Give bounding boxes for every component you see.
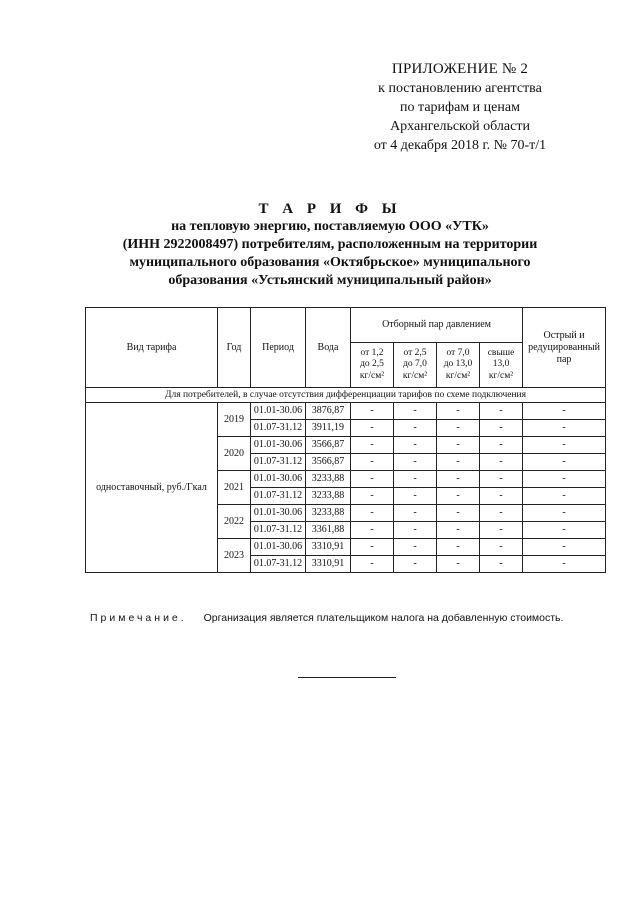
water-tariff-cell: 3876,87 [306,403,351,420]
empty-tariff-cell: - [351,420,394,437]
empty-tariff-cell: - [480,420,523,437]
pressure-label-part: от 1,2 [360,347,384,358]
empty-tariff-cell: - [437,471,480,488]
period-cell: 01.07-31.12 [251,420,306,437]
empty-tariff-cell: - [523,420,606,437]
period-cell: 01.01-30.06 [251,539,306,556]
empty-tariff-cell: - [394,556,437,573]
year-cell: 2023 [218,539,251,573]
pressure-label-part: до 13,0 [443,359,473,370]
year-cell: 2019 [218,403,251,437]
empty-tariff-cell: - [523,539,606,556]
pressure-label-part: свыше [487,347,515,358]
period-cell: 01.01-30.06 [251,437,306,454]
appendix-number: ПРИЛОЖЕНИЕ № 2 [391,61,529,77]
empty-tariff-cell: - [394,437,437,454]
water-tariff-cell: 3310,91 [306,556,351,573]
title-line: на тепловую энергию, поставляемую ООО «УТК» [171,219,489,234]
table-row [86,403,606,420]
year-cell: 2020 [218,437,251,471]
pressure-label-part: кг/см² [402,370,428,381]
empty-tariff-cell: - [480,471,523,488]
empty-tariff-cell: - [394,420,437,437]
empty-tariff-cell: - [437,505,480,522]
title-line: муниципального образования «Октябрьское» муниципального [129,255,531,270]
empty-tariff-cell: - [480,556,523,573]
empty-tariff-cell: - [351,471,394,488]
period-cell: 01.01-30.06 [251,471,306,488]
period-cell: 01.07-31.12 [251,556,306,573]
footnote-text: Организация является плательщиком налога на добавленную стоимость. [203,612,564,624]
pressure-label-part: кг/см² [359,370,385,381]
year-cell: 2021 [218,471,251,505]
empty-tariff-cell: - [523,437,606,454]
header-year: Год [218,308,251,388]
header-pressure-4 [480,343,523,388]
title-line: образования «Устьянский муниципальный район» [168,273,492,288]
appendix-block [330,60,590,155]
empty-tariff-cell: - [351,488,394,505]
empty-tariff-cell: - [523,488,606,505]
empty-tariff-cell: - [437,556,480,573]
empty-tariff-cell: - [394,403,437,420]
appendix-line: к постановлению агентства [378,81,542,96]
appendix-line: Архангельской области [390,119,530,134]
pressure-label-part: кг/см² [488,370,514,381]
header-pressure-2 [394,343,437,388]
empty-tariff-cell: - [523,403,606,420]
water-tariff-cell: 3911,19 [306,420,351,437]
empty-tariff-cell: - [437,488,480,505]
empty-tariff-cell: - [437,403,480,420]
empty-tariff-cell: - [437,437,480,454]
header-selected-steam: Отборный пар давлением [351,308,523,343]
period-cell: 01.01-30.06 [251,505,306,522]
header-pressure-3 [437,343,480,388]
water-tariff-cell: 3233,88 [306,505,351,522]
tariff-kind-cell: одноставочный, руб./Гкал [86,403,218,573]
pressure-label-part: кг/см² [445,370,471,381]
empty-tariff-cell: - [351,403,394,420]
signature-line [298,677,396,678]
document-title [70,200,590,290]
header-tariff-kind: Вид тарифа [86,308,218,388]
appendix-line: по тарифам и ценам [400,100,520,115]
empty-tariff-cell: - [480,437,523,454]
year-cell: 2022 [218,505,251,539]
water-tariff-cell: 3566,87 [306,437,351,454]
empty-tariff-cell: - [394,522,437,539]
header-period: Период [251,308,306,388]
header-pressure-1 [351,343,394,388]
period-cell: 01.07-31.12 [251,454,306,471]
empty-tariff-cell: - [480,539,523,556]
appendix-date: от 4 декабря 2018 г. № 70-т/1 [373,138,547,153]
water-tariff-cell: 3233,88 [306,471,351,488]
empty-tariff-cell: - [437,522,480,539]
section-note: Для потребителей, в случае отсутствия дифференциации тарифов по схеме подключения [86,388,606,403]
empty-tariff-cell: - [394,471,437,488]
title-line: (ИНН 2922008497) потребителям, расположенным на территории [122,237,538,252]
header-water: Вода [306,308,351,388]
pressure-label-part: от 7,0 [446,347,470,358]
footnote [90,612,610,624]
empty-tariff-cell: - [523,505,606,522]
empty-tariff-cell: - [523,522,606,539]
empty-tariff-cell: - [351,437,394,454]
water-tariff-cell: 3566,87 [306,454,351,471]
empty-tariff-cell: - [480,488,523,505]
empty-tariff-cell: - [523,556,606,573]
empty-tariff-cell: - [480,454,523,471]
empty-tariff-cell: - [394,454,437,471]
empty-tariff-cell: - [394,539,437,556]
empty-tariff-cell: - [351,522,394,539]
period-cell: 01.07-31.12 [251,488,306,505]
empty-tariff-cell: - [523,471,606,488]
pressure-label-part: 13,0 [492,359,510,370]
empty-tariff-cell: - [394,505,437,522]
empty-tariff-cell: - [394,488,437,505]
empty-tariff-cell: - [351,505,394,522]
empty-tariff-cell: - [437,454,480,471]
pressure-label-part: от 2,5 [403,347,427,358]
empty-tariff-cell: - [351,454,394,471]
period-cell: 01.07-31.12 [251,522,306,539]
header-sharp-steam: Острый и редуцированный пар [523,308,606,388]
empty-tariff-cell: - [351,556,394,573]
empty-tariff-cell: - [523,454,606,471]
empty-tariff-cell: - [480,403,523,420]
empty-tariff-cell: - [437,539,480,556]
empty-tariff-cell: - [480,505,523,522]
pressure-label-part: до 7,0 [403,359,427,370]
tariffs-table [85,307,606,573]
empty-tariff-cell: - [437,420,480,437]
water-tariff-cell: 3361,88 [306,522,351,539]
title-heading: Т А Р И Ф Ы [258,201,402,217]
water-tariff-cell: 3233,88 [306,488,351,505]
footnote-label: Примечание. [90,612,187,624]
empty-tariff-cell: - [480,522,523,539]
period-cell: 01.01-30.06 [251,403,306,420]
empty-tariff-cell: - [351,539,394,556]
water-tariff-cell: 3310,91 [306,539,351,556]
pressure-label-part: до 2,5 [360,359,384,370]
